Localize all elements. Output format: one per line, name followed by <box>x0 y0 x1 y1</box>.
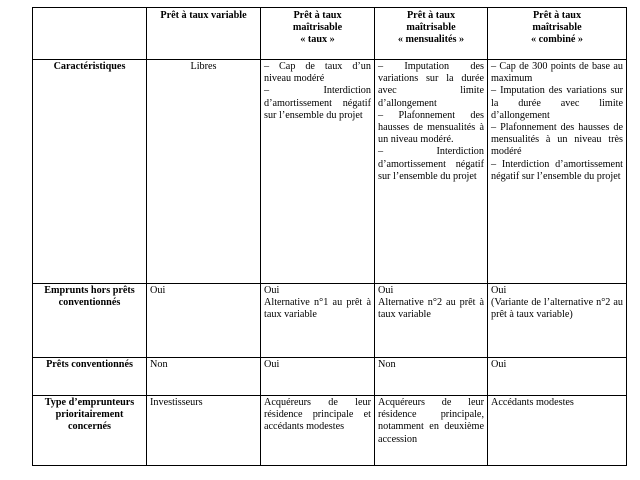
cell-caracteristiques-mensualites <box>375 60 488 284</box>
cell-type-combine: Accédants modestes <box>488 396 627 466</box>
cell-conventionnes-mensualites: Non <box>375 358 488 396</box>
cell-type-taux: Acquéreurs de leur résidence principale et accédants modestes <box>261 396 375 466</box>
cell-line: Oui <box>264 285 280 296</box>
header-col2-line3: « taux » <box>300 34 335 46</box>
header-row <box>33 8 627 60</box>
header-col2-line1: Prêt à taux <box>293 10 342 21</box>
cell-conventionnes-taux: Oui <box>261 358 375 396</box>
cell-emprunts-combine <box>488 284 627 358</box>
cell-conventionnes-variable: Non <box>147 358 261 396</box>
header-col2-line2: maîtrisable <box>292 22 343 34</box>
cell-line: (Variante de l’alternative n°2 au prêt à taux variable) <box>491 297 623 321</box>
header-col4-line2: maîtrisable <box>532 22 582 34</box>
corner-cell <box>33 8 147 60</box>
header-col3-line1: Prêt à taux <box>406 10 456 21</box>
header-pret-taux-variable <box>147 8 261 60</box>
row-type-emprunteurs <box>33 396 627 466</box>
cell-caracteristiques-variable: Libres <box>147 60 261 284</box>
list-item: – Cap de taux d’un niveau modéré <box>264 61 371 85</box>
list-item: – Cap de 300 points de base au maximum <box>491 61 623 85</box>
cell-type-mensualites: Acquéreurs de leur résidence principale, notamment en deuxième accession <box>375 396 488 466</box>
row-caracteristiques <box>33 60 627 284</box>
list-item: – Imputation des variations sur la durée avec limite d’allongement <box>491 85 623 121</box>
cell-caracteristiques-combine <box>488 60 627 284</box>
row-label-prets-conventionnes: Prêts conventionnés <box>33 358 147 396</box>
header-col4-line1: Prêt à taux <box>532 10 582 21</box>
list-item: – Interdiction d’amortissement négatif sur l’ensemble du projet <box>264 85 371 121</box>
list-item: – Interdiction d’amortissement négatif sur l’ensemble du projet <box>378 146 484 182</box>
row-prets-conventionnes <box>33 358 627 396</box>
cell-type-variable: Investisseurs <box>147 396 261 466</box>
cell-conventionnes-combine: Oui <box>488 358 627 396</box>
cell-emprunts-variable: Oui <box>147 284 261 358</box>
cell-line: Alternative n°1 au prêt à taux variable <box>264 297 371 321</box>
list-item: – Interdiction d’amortissement négatif sur l’ensemble du projet <box>491 158 623 182</box>
header-col3-line2: maîtrisable <box>406 22 456 34</box>
header-col3-line3: « mensualités » <box>397 34 465 46</box>
row-label-caracteristiques: Caractéristiques <box>33 60 147 284</box>
cell-emprunts-taux <box>261 284 375 358</box>
header-pret-taux <box>261 8 375 60</box>
list-item: – Imputation des variations sur la durée avec limite d’allongement <box>378 61 484 109</box>
cell-emprunts-mensualites <box>375 284 488 358</box>
header-col4-line3: « combiné » <box>530 34 584 46</box>
cell-line: Oui <box>491 285 507 296</box>
comparison-table <box>32 7 627 466</box>
header-pret-mensualites <box>375 8 488 60</box>
cell-line: Alternative n°2 au prêt à taux variable <box>378 297 484 321</box>
list-item: – Plafonnement des hausses de mensualités à un niveau très modéré <box>491 122 623 158</box>
header-col1-text: Prêt à taux variable <box>160 10 247 21</box>
row-label-type-emprunteurs: Type d’emprunteurs prioritairement concernés <box>33 396 147 466</box>
row-emprunts-hors <box>33 284 627 358</box>
cell-caracteristiques-taux <box>261 60 375 284</box>
cell-line: Oui <box>378 285 394 296</box>
header-pret-combine <box>488 8 627 60</box>
list-item: – Plafonnement des hausses de mensualités à un niveau modéré. <box>378 109 484 146</box>
row-label-emprunts-hors: Emprunts hors prêts conventionnés <box>33 284 147 358</box>
